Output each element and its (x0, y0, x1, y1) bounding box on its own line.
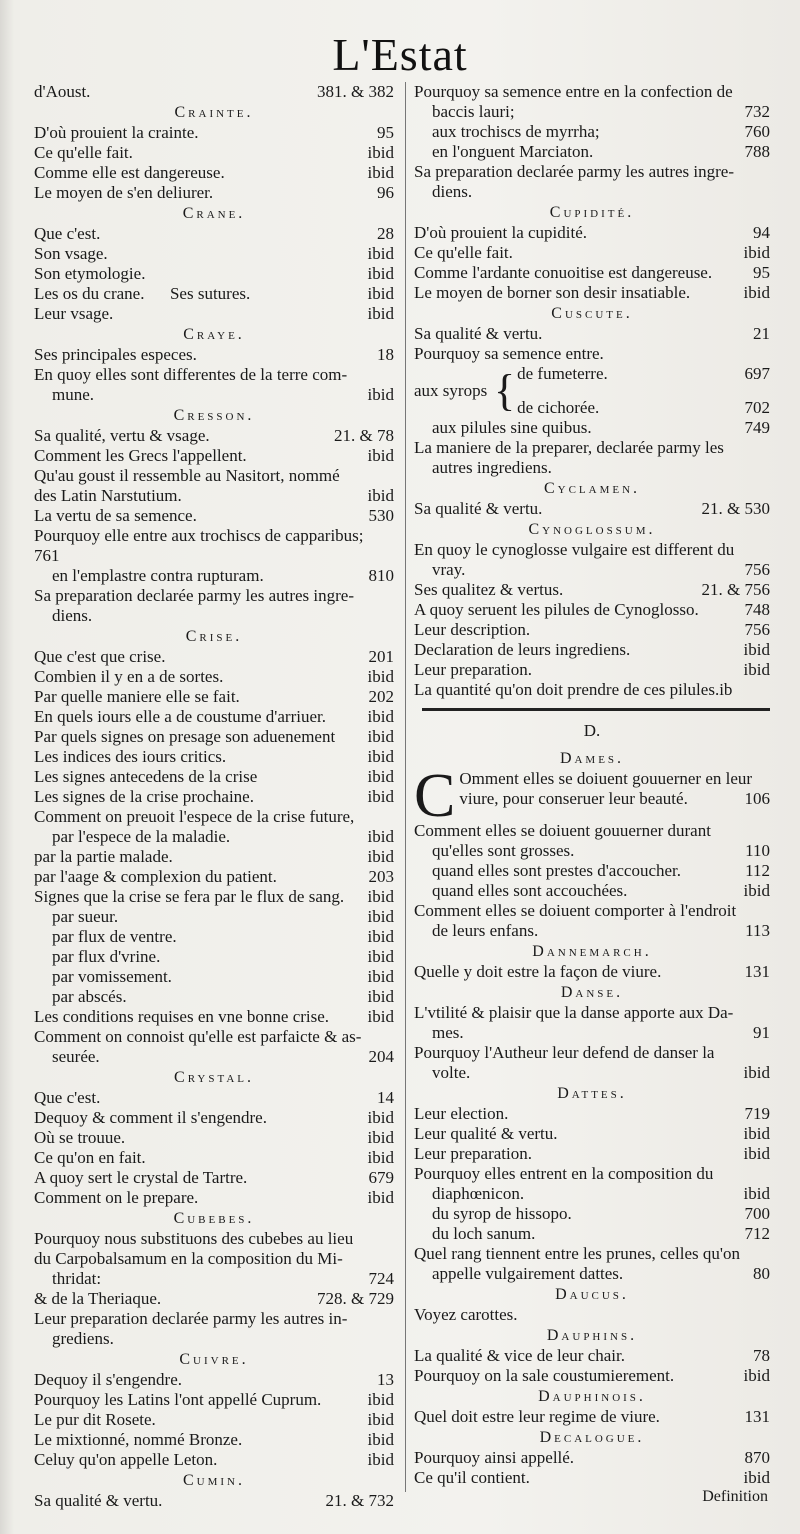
right-column (414, 82, 770, 1488)
index-entry: Comment elles se doiuent gouuerner durant (414, 821, 711, 840)
dropcap-paragraph (414, 762, 770, 830)
index-entry: Dequoy & comment il s'engendre. ibid (34, 1108, 394, 1127)
index-entry: A quoy sert le crystal de Tartre. 679 (34, 1168, 394, 1187)
index-entry: La maniere de la preparer, declarée parmy les (414, 438, 724, 457)
index-entry: thridat: 724 (52, 1269, 394, 1288)
index-entry: Sa qualité & vertu. 21 (414, 324, 770, 343)
index-entry: Ce qu'elle fait. ibid (414, 243, 770, 262)
index-entry: Ce qu'il contient. ibid (414, 1468, 770, 1487)
index-entry: A quoy seruent les pilules de Cynoglosso. 748 (414, 600, 770, 619)
index-entry: Pourquoy les Latins l'ont appellé Cuprum. ibid (34, 1390, 394, 1409)
index-entry: La quantité qu'on doit prendre de ces pilules.ib (414, 680, 733, 699)
index-entry: Qu'au goust il ressemble au Nasitort, nommé (34, 466, 340, 485)
index-entry: diaphœnicon. ibid (432, 1184, 770, 1203)
section-heading: Daucus. (555, 1286, 629, 1303)
index-entry: Sa preparation declarée parmy les autres ingre- (414, 162, 735, 181)
index-entry: de leurs enfans. 113 (432, 921, 770, 940)
section-heading: Dauphinois. (538, 1388, 646, 1405)
index-entry: Pourquoy sa semence entre. (414, 344, 604, 363)
index-entry: Leur preparation declarée parmy les autres in- (34, 1309, 348, 1328)
brace-label: aux syrops (414, 381, 488, 400)
index-entry: appelle vulgairement dattes. 80 (432, 1264, 770, 1283)
index-entry: viure, pour conseruer leur beauté. 106 (459, 789, 770, 808)
index-entry: Par quelle maniere elle se fait. 202 (34, 687, 394, 706)
index-entry: en l'emplastre contra rupturam. 810 (52, 566, 394, 585)
section-heading: Cupidité. (549, 204, 635, 221)
index-entry: baccis lauri; 732 (432, 102, 770, 121)
index-entry: D'où prouient la cupidité. 94 (414, 223, 770, 242)
index-entry: par vomissement. ibid (52, 967, 394, 986)
index-entry: des Latin Narstutium. ibid (34, 486, 394, 505)
index-entry: Pourquoy nous substituons des cubebes au lieu (34, 1229, 354, 1248)
section-heading: Decalogue. (539, 1429, 645, 1446)
index-entry: La qualité & vice de leur chair. 78 (414, 1346, 770, 1365)
index-entry: Signes que la crise se fera par le flux de sang. ibid (34, 887, 394, 906)
index-entry: Celuy qu'on appelle Leton. ibid (34, 1450, 394, 1469)
index-entry: Voyez carottes. (414, 1305, 518, 1324)
index-entry: seurée. 204 (52, 1047, 394, 1066)
index-entry: volte. ibid (432, 1063, 770, 1082)
index-entry: Quelle y doit estre la façon de viure. 131 (414, 962, 770, 981)
index-entry: Ses qualitez & vertus. 21. & 756 (414, 580, 770, 599)
index-entry: aux trochiscs de myrrha; 760 (432, 122, 770, 141)
index-entry: Pourquoy l'Autheur leur defend de danser la (414, 1043, 715, 1062)
index-entry: qu'elles sont grosses. 110 (432, 841, 770, 860)
index-entry: du syrop de hissopo. 700 (432, 1204, 770, 1223)
index-entry: par abscés. ibid (52, 987, 394, 1006)
section-heading: Crystal. (174, 1069, 254, 1086)
index-entry: Comme elle est dangereuse. ibid (34, 163, 394, 182)
left-column (34, 82, 394, 1511)
index-entry: Ses principales especes. 18 (34, 345, 394, 364)
letter-heading: D. (583, 721, 601, 740)
index-entry: mune. ibid (52, 385, 394, 404)
index-entry: de cichorée. 702 (517, 398, 770, 417)
index-entry: Les os du crane. Ses sutures. ibid (34, 284, 394, 303)
index-entry: La vertu de sa semence. 530 (34, 506, 394, 525)
section-heading: Cyclamen. (543, 480, 641, 497)
section-heading: Cresson. (173, 407, 255, 424)
index-entry: autres ingrediens. (432, 458, 552, 477)
index-entry: Que c'est que crise. 201 (34, 647, 394, 666)
page-header: L'Estat (332, 29, 468, 80)
section-heading: Crainte. (174, 104, 254, 121)
index-entry: Comment elles se doiuent comporter à l'endroit (414, 901, 737, 920)
drop-cap: C (414, 762, 456, 830)
index-entry: grediens. (52, 1329, 114, 1348)
section-heading: Craye. (183, 326, 245, 343)
index-entry: Le moyen de borner son desir insatiable. ibid (414, 283, 770, 302)
index-entry: quand elles sont prestes d'accoucher. 112 (432, 861, 770, 880)
index-entry: mes. 91 (432, 1023, 770, 1042)
index-entry: Leur qualité & vertu. ibid (414, 1124, 770, 1143)
index-entry: En quoy le cynoglosse vulgaire est different du (414, 540, 735, 559)
index-entry: Son vsage. ibid (34, 244, 394, 263)
index-entry: d'Aoust. 381. & 382 (34, 82, 394, 101)
index-entry: diens. (52, 606, 93, 625)
section-heading: Crise. (185, 628, 243, 645)
index-entry: Que c'est. 14 (34, 1088, 394, 1107)
index-entry: par la partie malade. ibid (34, 847, 394, 866)
index-entry: D'où prouient la crainte. 95 (34, 123, 394, 142)
index-entry: du Carpobalsamum en la composition du Mi- (34, 1249, 343, 1268)
index-entry: par l'espece de la maladie. ibid (52, 827, 394, 846)
index-entry: Leur election. 719 (414, 1104, 770, 1123)
index-entry: Leur vsage. ibid (34, 304, 394, 323)
index-entry: Son etymologie. ibid (34, 264, 394, 283)
index-entry: par flux de ventre. ibid (52, 927, 394, 946)
section-heading: Dattes. (557, 1085, 627, 1102)
index-entry: Pourquoy on la sale coustumierement. ibid (414, 1366, 770, 1385)
section-heading: Cuivre. (179, 1351, 249, 1368)
index-entry: Sa qualité, vertu & vsage. 21. & 78 (34, 426, 394, 445)
index-entry: par l'aage & complexion du patient. 203 (34, 867, 394, 886)
index-entry: Pourquoy elles entrent en la composition du (414, 1164, 714, 1183)
column-divider (405, 82, 406, 1492)
index-entry: Sa qualité & vertu. 21. & 732 (34, 1491, 394, 1510)
section-heading: Dauphins. (546, 1327, 638, 1344)
index-entry: Comment on connoist qu'elle est parfaicte & as- (34, 1027, 362, 1046)
index-entry: Le moyen de s'en deliurer. 96 (34, 183, 394, 202)
index-entry: Le mixtionné, nommé Bronze. ibid (34, 1430, 394, 1449)
section-heading: Crane. (182, 205, 246, 222)
index-entry: Comment on preuoit l'espece de la crise future, (34, 807, 355, 826)
index-entry: Leur preparation. ibid (414, 1144, 770, 1163)
index-entry: du loch sanum. 712 (432, 1224, 770, 1243)
section-heading: Cumin. (182, 1472, 245, 1489)
index-entry: Le pur dit Rosete. ibid (34, 1410, 394, 1429)
index-entry: 761 (34, 546, 60, 565)
index-entry: quand elles sont accouchées. ibid (432, 881, 770, 900)
index-entry: Par quels signes on presage son aduenement ibid (34, 727, 394, 746)
section-heading: Dannemarch. (532, 943, 652, 960)
index-entry: par flux d'vrine. ibid (52, 947, 394, 966)
index-entry: Sa preparation declarée parmy les autres ingre- (34, 586, 355, 605)
section-heading: Cuscute. (551, 305, 633, 322)
index-entry: Les conditions requises en vne bonne crise. ibid (34, 1007, 394, 1026)
index-entry: Omment elles se doiuent gouuerner en leur (459, 769, 753, 788)
index-entry: Quel rang tiennent entre les prunes, celles qu'on (414, 1244, 740, 1263)
index-entry: diens. (432, 182, 473, 201)
index-entry: Sa qualité & vertu. 21. & 530 (414, 499, 770, 518)
index-entry: Pourquoy elle entre aux trochiscs de capparibus; (34, 526, 364, 545)
index-entry: En quels iours elle a de coustume d'arriuer. ibid (34, 707, 394, 726)
index-entry: en l'onguent Marciaton. 788 (432, 142, 770, 161)
section-heading: Danse. (560, 984, 624, 1001)
index-entry: Les indices des iours critics. ibid (34, 747, 394, 766)
catchword: Definition (702, 1488, 768, 1505)
section-heading: Cynoglossum. (528, 521, 656, 538)
index-entry: & de la Theriaque. 728. & 729 (34, 1289, 394, 1308)
index-entry: de fumeterre. 697 (517, 364, 770, 383)
index-entry: vray. 756 (432, 560, 770, 579)
index-entry: Combien il y en a de sortes. ibid (34, 667, 394, 686)
index-entry: aux pilules sine quibus. 749 (432, 418, 770, 437)
index-entry: Ce qu'elle fait. ibid (34, 143, 394, 162)
index-entry: Leur description. 756 (414, 620, 770, 639)
index-entry: Ce qu'on en fait. ibid (34, 1148, 394, 1167)
index-entry: Declaration de leurs ingrediens. ibid (414, 640, 770, 659)
index-entry: Où se trouue. ibid (34, 1128, 394, 1147)
index-entry: Comment on le prepare. ibid (34, 1188, 394, 1207)
index-entry: Dequoy il s'engendre. 13 (34, 1370, 394, 1389)
index-entry: Comment les Grecs l'appellent. ibid (34, 446, 394, 465)
index-entry: L'vtilité & plaisir que la danse apporte aux Da- (414, 1003, 734, 1022)
index-entry: Leur preparation. ibid (414, 660, 770, 679)
section-rule (422, 708, 770, 711)
index-entry: En quoy elles sont differentes de la terre com- (34, 365, 348, 384)
section-heading: Dames. (559, 750, 625, 767)
index-entry: Pourquoy ainsi appellé. 870 (414, 1448, 770, 1467)
index-entry: Les signes de la crise prochaine. ibid (34, 787, 394, 806)
index-entry: par sueur. ibid (52, 907, 394, 926)
index-entry: Les signes antecedens de la crise ibid (34, 767, 394, 786)
brace-group (414, 364, 770, 418)
index-entry: Pourquoy sa semence entre en la confection de (414, 82, 733, 101)
brace-icon: { (494, 366, 516, 415)
section-heading: Cubebes. (173, 1210, 255, 1227)
index-entry: Comme l'ardante conuoitise est dangereuse. 95 (414, 263, 770, 282)
index-entry: Quel doit estre leur regime de viure. 131 (414, 1407, 770, 1426)
index-entry: Que c'est. 28 (34, 224, 394, 243)
